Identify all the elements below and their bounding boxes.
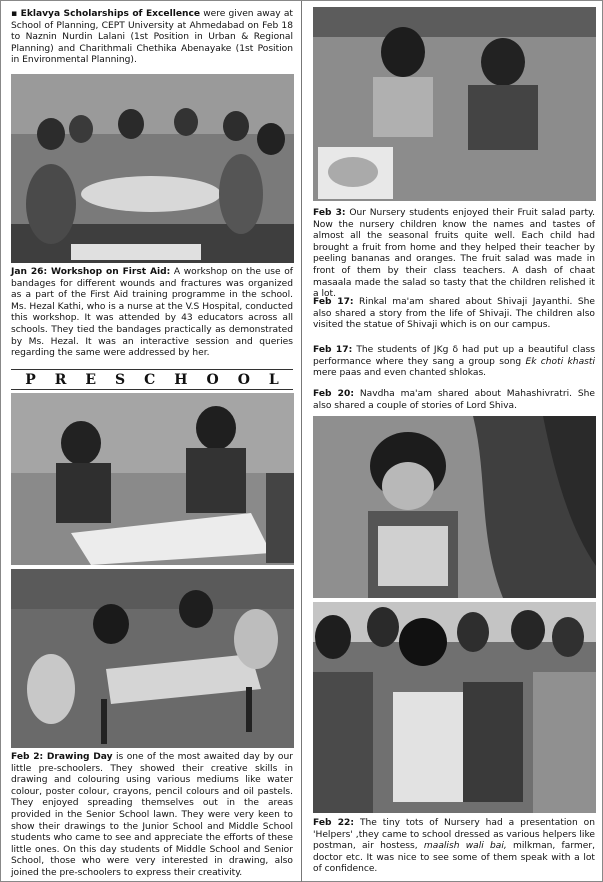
jkg-body-a: The students of JKg δ had put up a beautiful class performance where they sang a group song [313,345,595,367]
right-column [303,1,603,882]
helpers-photo [313,602,596,813]
scholarship-lead: Eklavya Scholarships of Excellence [20,9,201,19]
first-aid-photo [11,74,294,263]
mahashivratri-body: Navdha ma'am shared about Mahashivratri. She also shared a couple of stories of Lord Shiva. [313,389,595,411]
drawing-photo-2 [11,569,294,748]
jkg-lead: Feb 17: [313,345,353,355]
mahashivratri-photo [313,416,596,598]
first-aid-paragraph [11,267,293,360]
helpers-body-a: The tiny tots of Nursery had a presentation on 'Helpers' ,they came to school dressed as various helpers like postman, air hostess, [313,818,595,852]
mahashivratri-lead: Feb 20: [313,389,354,399]
mahashivratri-paragraph [313,389,595,412]
shivaji-lead: Feb 17: [313,297,354,307]
jkg-body-b: mere paas and even chanted shlokas. [313,368,487,379]
fruit-salad-body: Our Nursery students enjoyed their Fruit salad party. Now the nursery children know the names and tastes of almost all the seasonal fruits quite well. Each child had brought a fruit from home and they helped their teacher by peeling bananas and oranges. The fruit salad was made in front of them by their class teachers. A dash of chaat masaala made the salad so tasty that the children relished it a lot. [313,208,596,300]
fruit-salad-photo [313,7,596,201]
preschool-section-banner [11,369,298,390]
shivaji-body: Rinkal ma'am shared about Shivaji Jayanthi. She also shared a story from the life of Shivaji. The children also visited the statue of Shivaji which is on our campus. [313,297,595,331]
scholarship-paragraph [11,9,293,67]
scholarship-body: were given away at School of Planning, CEPT University at Ahmedabad on Feb 18 to Naznin Nurdin Lalani (1st Position in Urban & Regional Planning) and Charithmali Chethika Abenayake (1st Position in Environmental Planning). [11,9,293,66]
jkg-song-title: Ek choti khasti [525,356,595,367]
first-aid-body: A workshop on the use of bandages for different wounds and fractures was organized as a part of the First Aid training programme in the school. Ms. Hezal Kathi, who is a nurse at the V.S Hospital, conducted this workshop. It was attended by 43 educators across all schools. They tied the bandages practically as demonstrated by Ms. Hezal. It was an interactive session and queries regarding the same were addressed by her. [11,267,293,359]
section-title: PRESCHOOL [25,371,298,388]
bullet-icon: ▪ [11,9,18,19]
helpers-paragraph [313,818,595,876]
left-column [1,1,302,882]
shivaji-paragraph [313,297,595,332]
first-aid-lead: Jan 26: Workshop on First Aid: [11,267,171,277]
helpers-lead: Feb 22: [313,818,355,828]
jkg-paragraph [313,345,595,380]
helpers-body-b: milkman, farmer, doctor etc. It was nice to see some of them speak with a lot of confidence. [313,841,595,875]
drawing-day-paragraph [11,752,293,880]
drawing-day-lead: Feb 2: Drawing Day [11,752,113,762]
drawing-day-body: is one of the most awaited day by our little pre-schoolers. They showed their creative skills in drawing and colouring using various mediums like water colour, poster colour, crayons, pencil colours and oil pastels. They enjoyed spreading themselves out in the areas provided in the Senior School lawn. They were very keen to show their drawings to the Junior School and Middle School students who came to see and appreciate the efforts of these little ones. On this day students of Middle School and Senior School, those who were very interested in drawing, also joined the pre-schoolers to express their creativity. [11,752,293,878]
drawing-photo-1 [11,393,294,565]
fruit-salad-lead: Feb 3: [313,208,346,218]
fruit-salad-paragraph [313,208,595,301]
helpers-italic: maalish wali bai, [423,841,507,852]
